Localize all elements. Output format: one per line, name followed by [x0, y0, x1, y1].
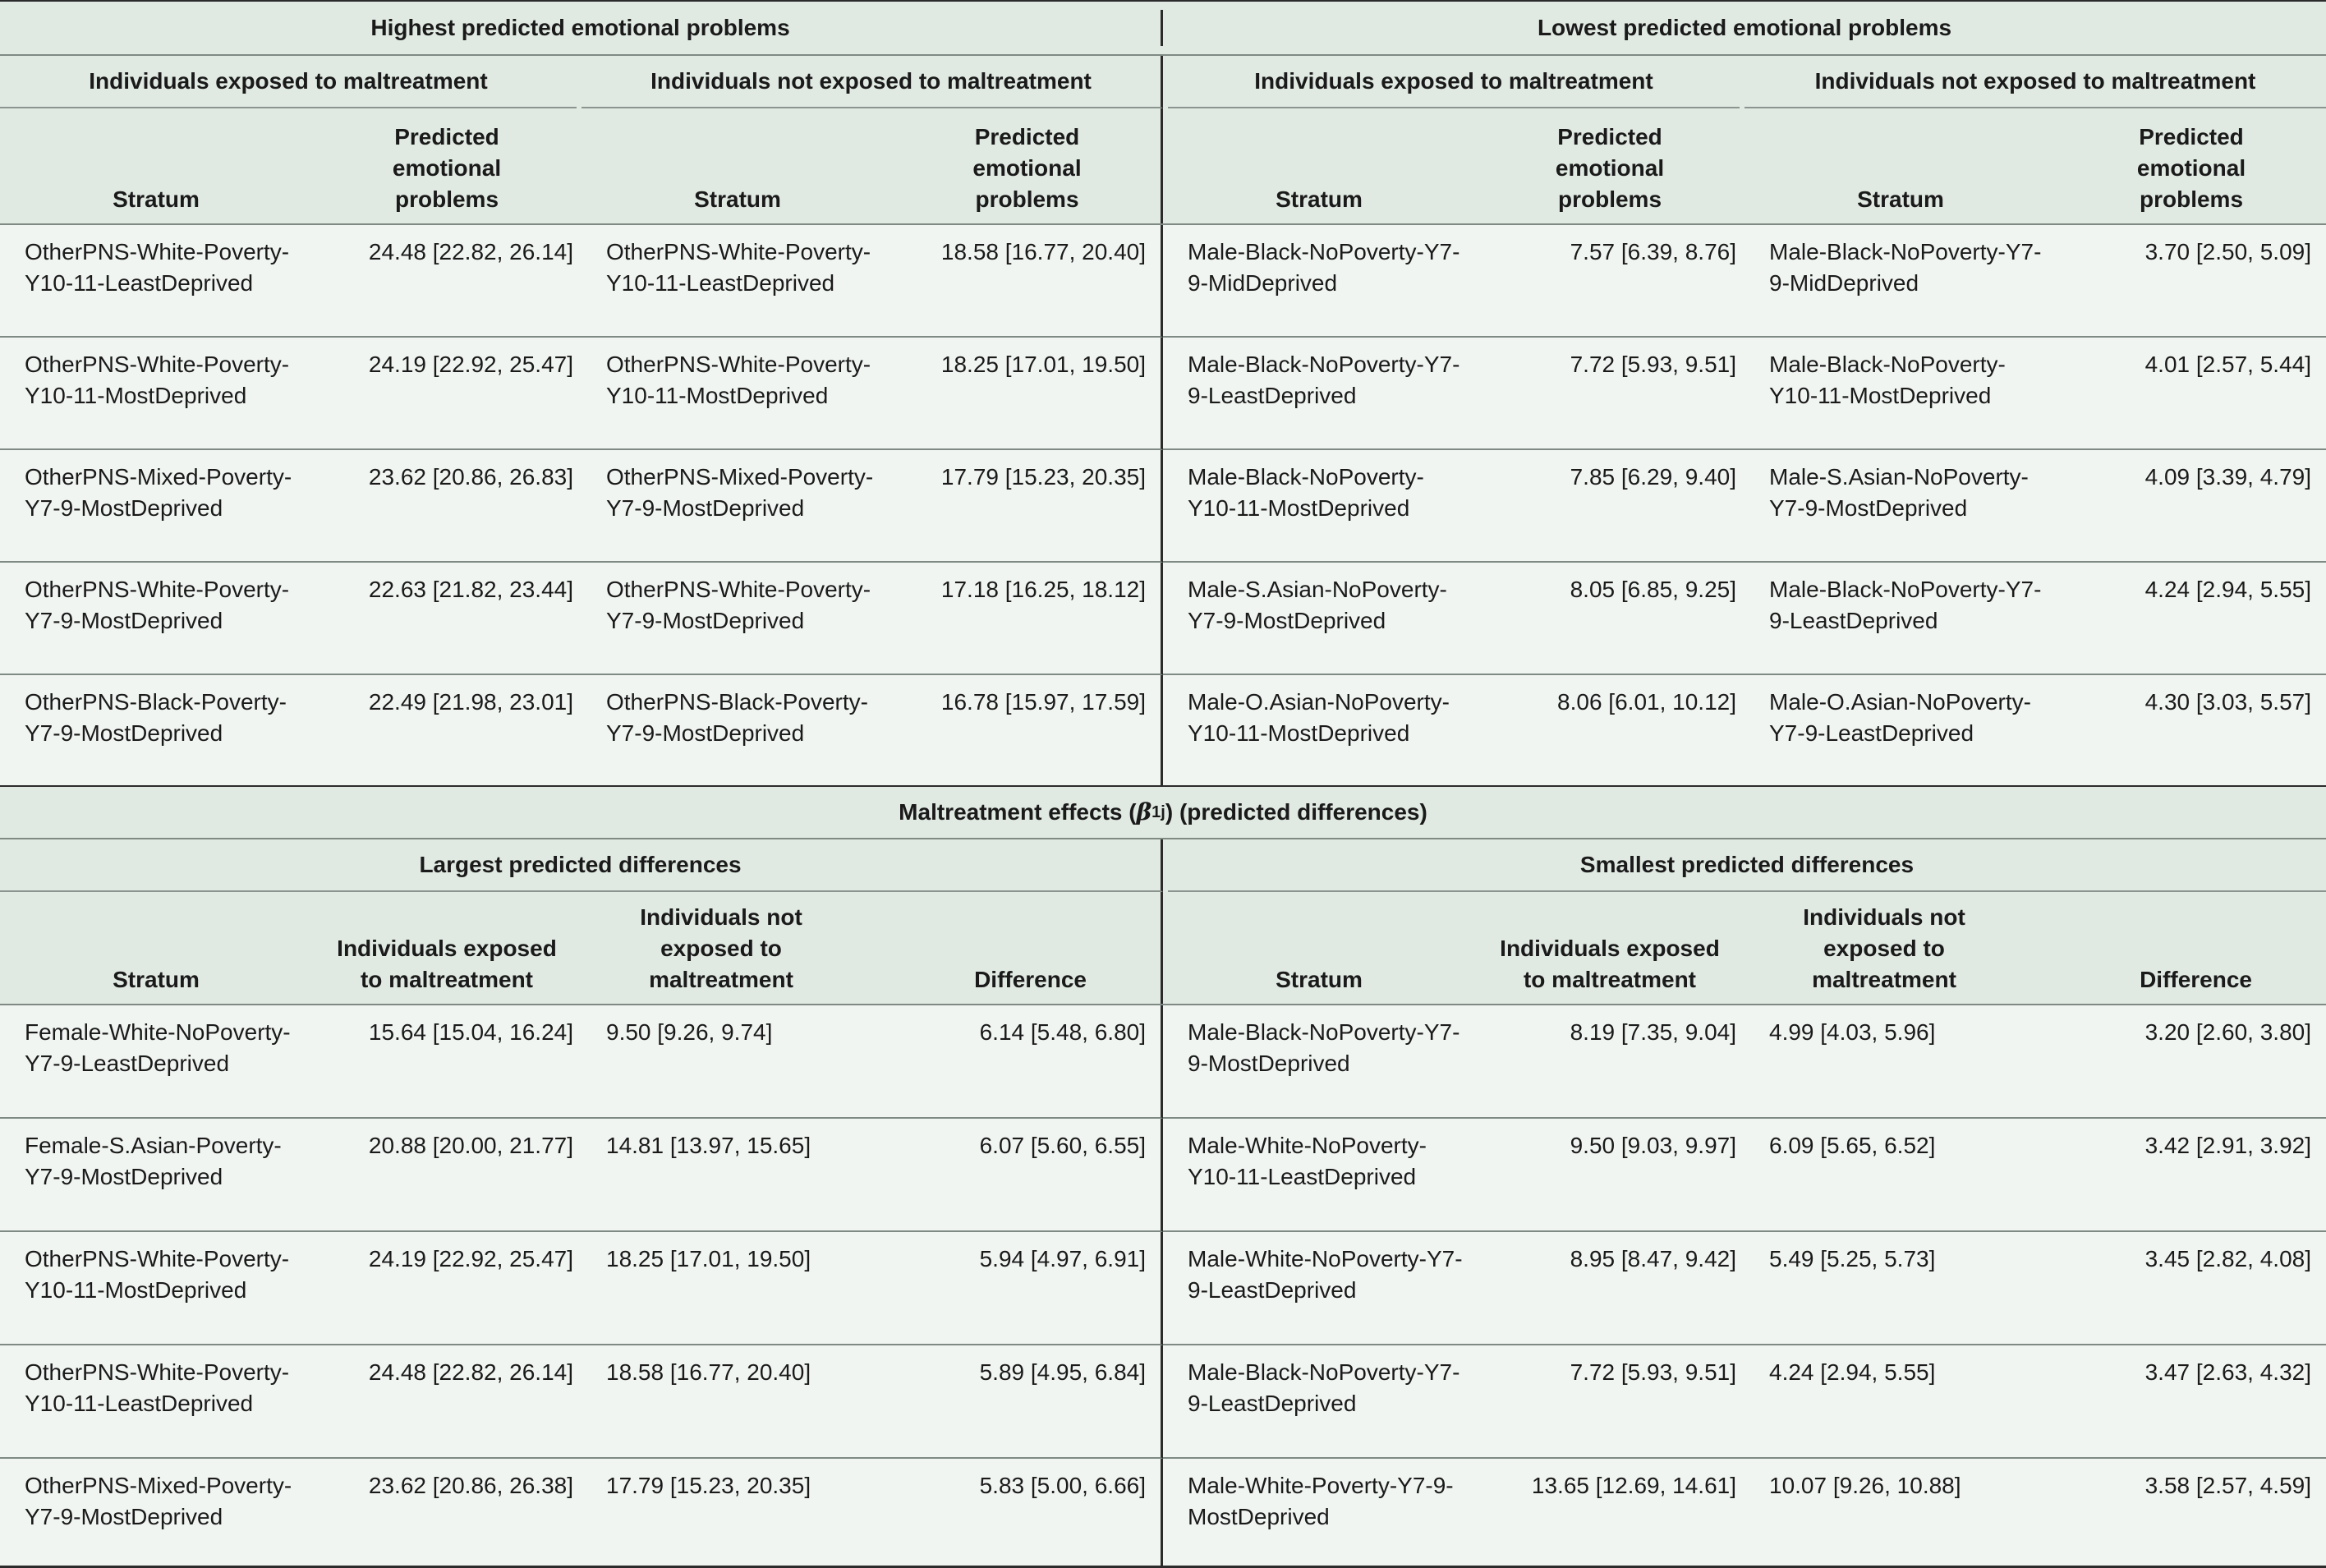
table-cell-value: 7.85 [6.29, 9.40]: [1475, 450, 1744, 563]
table-cell-value: 4.24 [2.94, 5.55]: [2057, 563, 2326, 675]
top-group-header: [0, 2, 2326, 54]
col-stratum: Stratum: [694, 186, 781, 212]
col-stratum: Stratum: [1857, 186, 1944, 212]
table-cell-value: 17.79 [15.23, 20.35]: [894, 450, 1163, 563]
table-cell-value: 14.81 [13.97, 15.65]: [582, 1119, 894, 1232]
table-cell-value: 16.78 [15.97, 17.59]: [894, 675, 1163, 785]
table-cell-stratum: Male-Black-NoPoverty-Y7-9-MidDeprived: [1744, 225, 2057, 338]
table-cell-value: 10.07 [9.26, 10.88]: [1769, 1473, 1961, 1498]
table-cell-value: 4.99 [4.03, 5.96]: [1744, 1005, 2057, 1119]
effects-title-suffix: ) (predicted differences): [1165, 799, 1427, 825]
effects-data-rows: [0, 1005, 2326, 1566]
effects-title-row: [0, 787, 2326, 838]
table-cell-difference: 6.14 [5.48, 6.80]: [894, 1005, 1163, 1119]
top-data-rows: [0, 225, 2326, 785]
table-cell-stratum: Male-Black-NoPoverty-Y7-9-LeastDeprived: [1744, 563, 2057, 675]
table-cell-value: 6.09 [5.65, 6.52]: [1744, 1119, 2057, 1232]
table-cell-stratum: Male-White-NoPoverty-Y7-9-LeastDeprived: [1163, 1232, 1475, 1345]
smallest-title: Smallest predicted differences: [1168, 839, 2326, 892]
table-cell-value: 24.19 [22.92, 25.47]: [312, 1232, 582, 1345]
table-cell-stratum: OtherPNS-White-Poverty-Y10-11-MostDeprived: [0, 338, 312, 450]
table-cell-value: 22.63 [21.82, 23.44]: [312, 563, 582, 675]
table-cell-stratum: OtherPNS-Mixed-Poverty-Y7-9-MostDeprived: [582, 450, 894, 563]
table-cell-value: 15.64 [15.04, 16.24]: [312, 1005, 582, 1119]
table-cell-value: 13.65 [12.69, 14.61]: [1531, 1473, 1736, 1498]
table-cell-stratum: OtherPNS-Mixed-Poverty-Y7-9-MostDeprived: [0, 450, 312, 563]
exposure-group-header: [0, 56, 2326, 108]
beta-subscript: 1j: [1152, 803, 1165, 821]
table-cell-difference: 3.47 [2.63, 4.32]: [2057, 1345, 2326, 1459]
table-cell-stratum: Female-S.Asian-Poverty-Y7-9-MostDeprived: [0, 1119, 312, 1232]
col-exposed: Individuals exposed to maltreatment: [337, 936, 557, 992]
table-cell-value: 22.49 [21.98, 23.01]: [368, 689, 573, 715]
table-cell-value: 17.18 [16.25, 18.12]: [894, 563, 1163, 675]
effects-title: [0, 787, 2326, 838]
table-cell-difference: 3.58 [2.57, 4.59]: [2144, 1473, 2311, 1498]
col-difference: Difference: [2140, 967, 2252, 992]
table-cell-stratum: Male-Black-NoPoverty-Y10-11-MostDeprived: [1163, 450, 1475, 563]
table-cell-value: 18.58 [16.77, 20.40]: [894, 225, 1163, 338]
table-cell-stratum: Female-White-NoPoverty-Y7-9-LeastDeprived: [0, 1005, 312, 1119]
table-cell-stratum: OtherPNS-White-Poverty-Y10-11-LeastDeprived: [0, 225, 312, 338]
table-cell-value: 4.09 [3.39, 4.79]: [2057, 450, 2326, 563]
table-cell-value: 8.19 [7.35, 9.04]: [1475, 1005, 1744, 1119]
table-cell-stratum: Male-O.Asian-NoPoverty-Y10-11-MostDeprived: [1188, 689, 1450, 746]
col-not-exposed: Individuals not exposed to maltreatment: [1803, 904, 1965, 992]
table-cell-stratum: OtherPNS-White-Poverty-Y10-11-MostDeprived: [0, 1232, 312, 1345]
table-cell-value: 20.88 [20.00, 21.77]: [312, 1119, 582, 1232]
table-cell-value: 18.25 [17.01, 19.50]: [894, 338, 1163, 450]
table-cell-stratum: Male-S.Asian-NoPoverty-Y7-9-MostDeprived: [1744, 450, 2057, 563]
beta-symbol: β: [1136, 798, 1152, 825]
highest-exposed-label: Individuals exposed to maltreatment: [0, 56, 577, 108]
table-cell-value: 24.48 [22.82, 26.14]: [312, 1345, 582, 1459]
table-cell-stratum: Male-Black-NoPoverty-Y7-9-MostDeprived: [1163, 1005, 1475, 1119]
table-cell-value: 8.06 [6.01, 10.12]: [1557, 689, 1736, 715]
lowest-title: Lowest predicted emotional problems: [1537, 15, 1952, 40]
table-cell-value: 17.79 [15.23, 20.35]: [606, 1473, 811, 1498]
table-cell-stratum: Male-Black-NoPoverty-Y10-11-MostDeprived: [1744, 338, 2057, 450]
highest-not-exposed-label: Individuals not exposed to maltreatment: [582, 56, 1163, 108]
col-predicted: Predicted emotional problems: [894, 108, 1163, 223]
table-cell-stratum: Male-White-NoPoverty-Y10-11-LeastDeprived: [1163, 1119, 1475, 1232]
table-cell-difference: 3.42 [2.91, 3.92]: [2057, 1119, 2326, 1232]
top-column-header: [0, 108, 2326, 225]
table-cell-value: 7.72 [5.93, 9.51]: [1475, 338, 1744, 450]
highest-title: Highest predicted emotional problems: [0, 10, 1163, 46]
largest-title: Largest predicted differences: [0, 839, 1163, 892]
col-stratum: Stratum: [1276, 186, 1363, 212]
col-stratum: Stratum: [113, 186, 200, 212]
table-cell-stratum: OtherPNS-Black-Poverty-Y7-9-MostDeprived: [606, 689, 868, 746]
col-predicted: Predicted emotional problems: [2136, 124, 2246, 212]
effects-group-header: [0, 839, 2326, 892]
table-cell-value: 8.95 [8.47, 9.42]: [1475, 1232, 1744, 1345]
table-cell-value: 9.50 [9.03, 9.97]: [1475, 1119, 1744, 1232]
table-cell-difference: 3.20 [2.60, 3.80]: [2057, 1005, 2326, 1119]
table-cell-value: 3.70 [2.50, 5.09]: [2057, 225, 2326, 338]
table-cell-stratum: OtherPNS-Black-Poverty-Y7-9-MostDeprived: [25, 689, 287, 746]
table-cell-stratum: Male-O.Asian-NoPoverty-Y7-9-LeastDeprived: [1769, 689, 2031, 746]
table-cell-value: 4.30 [3.03, 5.57]: [2144, 689, 2311, 715]
col-stratum: Stratum: [113, 967, 200, 992]
col-not-exposed: Individuals not exposed to maltreatment: [640, 904, 802, 992]
col-exposed: Individuals exposed to maltreatment: [1500, 936, 1720, 992]
table-cell-value: 8.05 [6.85, 9.25]: [1475, 563, 1744, 675]
table-cell-difference: 3.45 [2.82, 4.08]: [2057, 1232, 2326, 1345]
effects-title-prefix: Maltreatment effects (: [899, 799, 1137, 825]
table-cell-value: 24.19 [22.92, 25.47]: [312, 338, 582, 450]
table-cell-stratum: Male-Black-NoPoverty-Y7-9-MidDeprived: [1163, 225, 1475, 338]
col-stratum: Stratum: [1276, 967, 1363, 992]
table-cell-stratum: OtherPNS-White-Poverty-Y7-9-MostDeprived: [582, 563, 894, 675]
table-cell-stratum: OtherPNS-White-Poverty-Y7-9-MostDeprived: [0, 563, 312, 675]
table-cell-stratum: OtherPNS-White-Poverty-Y10-11-LeastDeprived: [582, 225, 894, 338]
table-cell-value: 18.58 [16.77, 20.40]: [582, 1345, 894, 1459]
lowest-exposed-label: Individuals exposed to maltreatment: [1168, 56, 1740, 108]
table-cell-stratum: OtherPNS-White-Poverty-Y10-11-MostDeprived: [582, 338, 894, 450]
effects-column-header: [0, 892, 2326, 1005]
table-cell-stratum: Male-S.Asian-NoPoverty-Y7-9-MostDeprived: [1163, 563, 1475, 675]
table-cell-value: 23.62 [20.86, 26.38]: [368, 1473, 573, 1498]
col-difference: Difference: [894, 892, 1163, 1004]
table-cell-value: 4.01 [2.57, 5.44]: [2057, 338, 2326, 450]
table-cell-stratum: Male-Black-NoPoverty-Y7-9-LeastDeprived: [1163, 1345, 1475, 1459]
table-cell-difference: 5.83 [5.00, 6.66]: [894, 1459, 1163, 1566]
table-cell-value: 7.72 [5.93, 9.51]: [1475, 1345, 1744, 1459]
col-predicted: Predicted emotional problems: [1555, 124, 1665, 212]
table-cell-value: 24.48 [22.82, 26.14]: [312, 225, 582, 338]
table-cell-value: 18.25 [17.01, 19.50]: [582, 1232, 894, 1345]
table-cell-value: 7.57 [6.39, 8.76]: [1475, 225, 1744, 338]
table-cell-stratum: Male-White-Poverty-Y7-9-MostDeprived: [1188, 1473, 1454, 1529]
table-cell-value: 5.49 [5.25, 5.73]: [1744, 1232, 2057, 1345]
table-cell-difference: 5.94 [4.97, 6.91]: [894, 1232, 1163, 1345]
table-cell-stratum: Male-Black-NoPoverty-Y7-9-LeastDeprived: [1163, 338, 1475, 450]
table-cell-stratum: OtherPNS-White-Poverty-Y10-11-LeastDeprived: [0, 1345, 312, 1459]
table-cell-value: 23.62 [20.86, 26.83]: [312, 450, 582, 563]
table-cell-stratum: OtherPNS-Mixed-Poverty-Y7-9-MostDeprived: [25, 1473, 292, 1529]
table-cell-difference: 6.07 [5.60, 6.55]: [894, 1119, 1163, 1232]
table-cell-difference: 5.89 [4.95, 6.84]: [894, 1345, 1163, 1459]
table-cell-value: 4.24 [2.94, 5.55]: [1744, 1345, 2057, 1459]
table-cell-value: 9.50 [9.26, 9.74]: [582, 1005, 894, 1119]
col-predicted: Predicted emotional problems: [392, 124, 502, 212]
lowest-not-exposed-label: Individuals not exposed to maltreatment: [1744, 56, 2326, 108]
